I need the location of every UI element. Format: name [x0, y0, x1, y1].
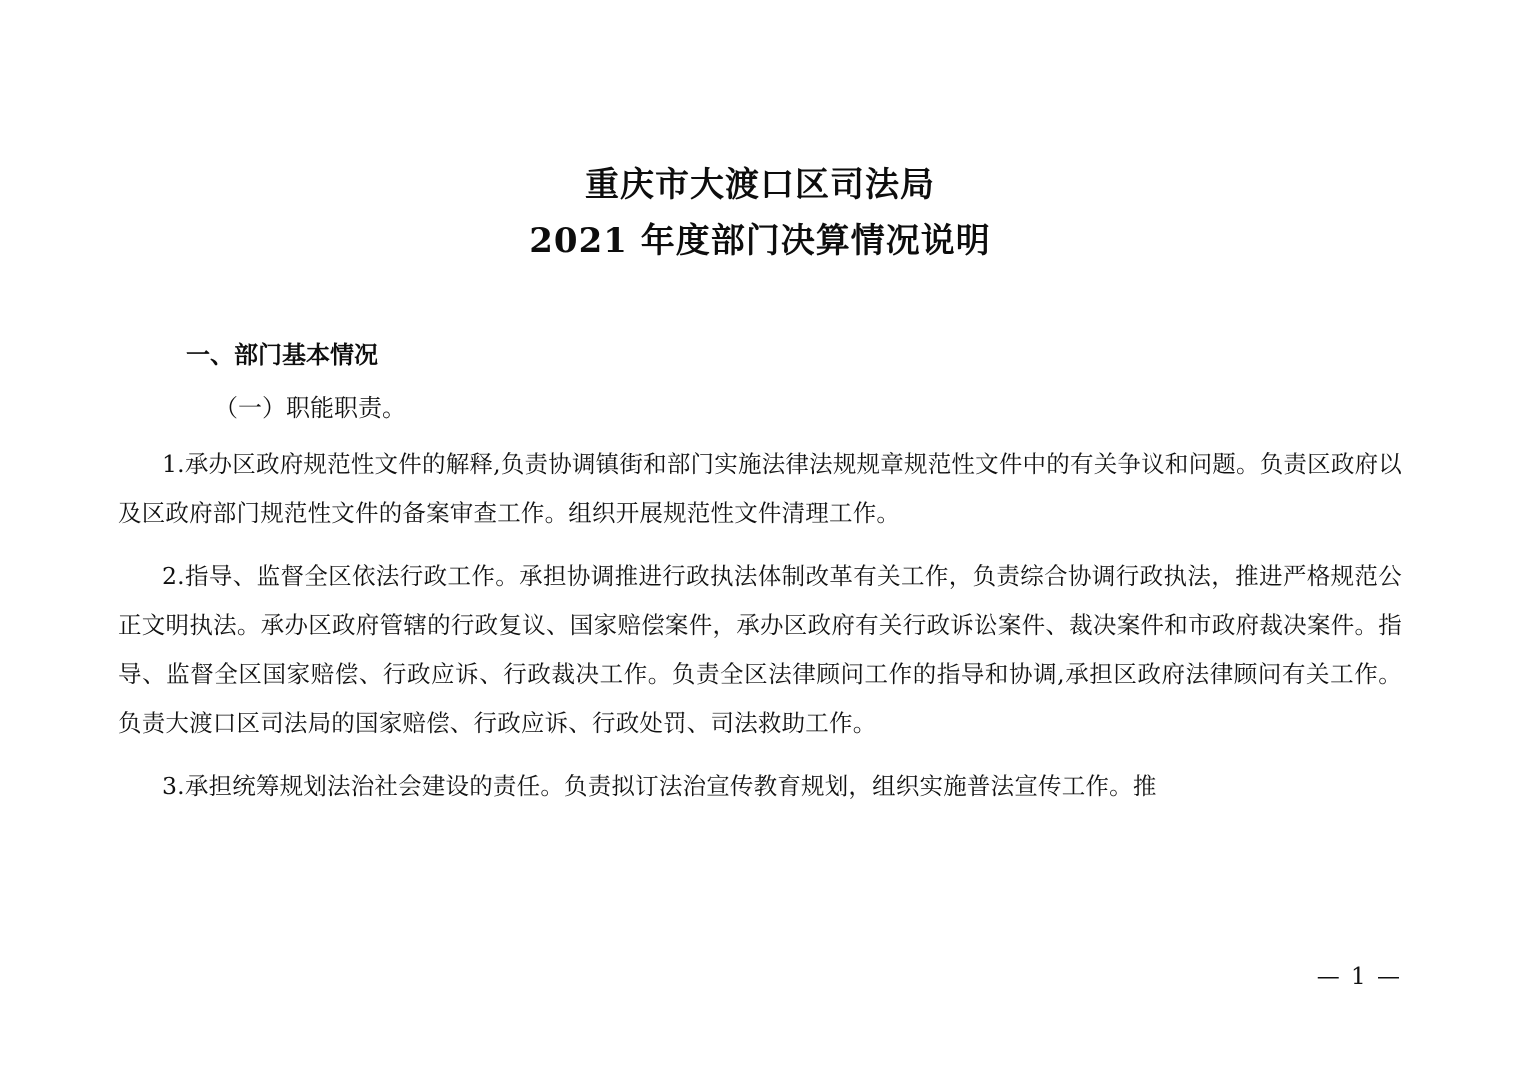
section-heading: 一、部门基本情况: [186, 341, 378, 369]
body-paragraph-2: 2.指导、监督全区依法行政工作。承担协调推进行政执法体制改革有关工作，负责综合协调行政执法，推进严格规范公正文明执法。承办区政府管辖的行政复议、国家赔偿案件，承办区政府有关行政诉讼案件、裁决案件和市政府裁决案件。指导、监督全区国家赔偿、行政应诉、行政裁决工作。负责全区法律顾问工作的指导和协调,承担区政府法律顾问有关工作。负责大渡口区司法局的国家赔偿、行政应诉、行政处罚、司法救助工作。: [118, 562, 1402, 737]
page-number: — 1 —: [1316, 964, 1402, 990]
body-paragraph-3: 3.承担统筹规划法治社会建设的责任。负责拟订法治宣传教育规划，组织实施普法宣传工作。推: [162, 772, 1157, 800]
document-title-line-1: 重庆市大渡口区司法局: [585, 165, 935, 205]
sub-heading: （一）职能职责。: [214, 394, 406, 422]
body-paragraph-1: 1.承办区政府规范性文件的解释,负责协调镇街和部门实施法律法规规章规范性文件中的有关争议和问题。负责区政府以及区政府部门规范性文件的备案审查工作。组织开展规范性文件清理工作。: [118, 450, 1402, 527]
page-content: [118, 0, 1402, 1074]
document-title-line-2: 2021 年度部门决算情况说明: [529, 221, 991, 261]
